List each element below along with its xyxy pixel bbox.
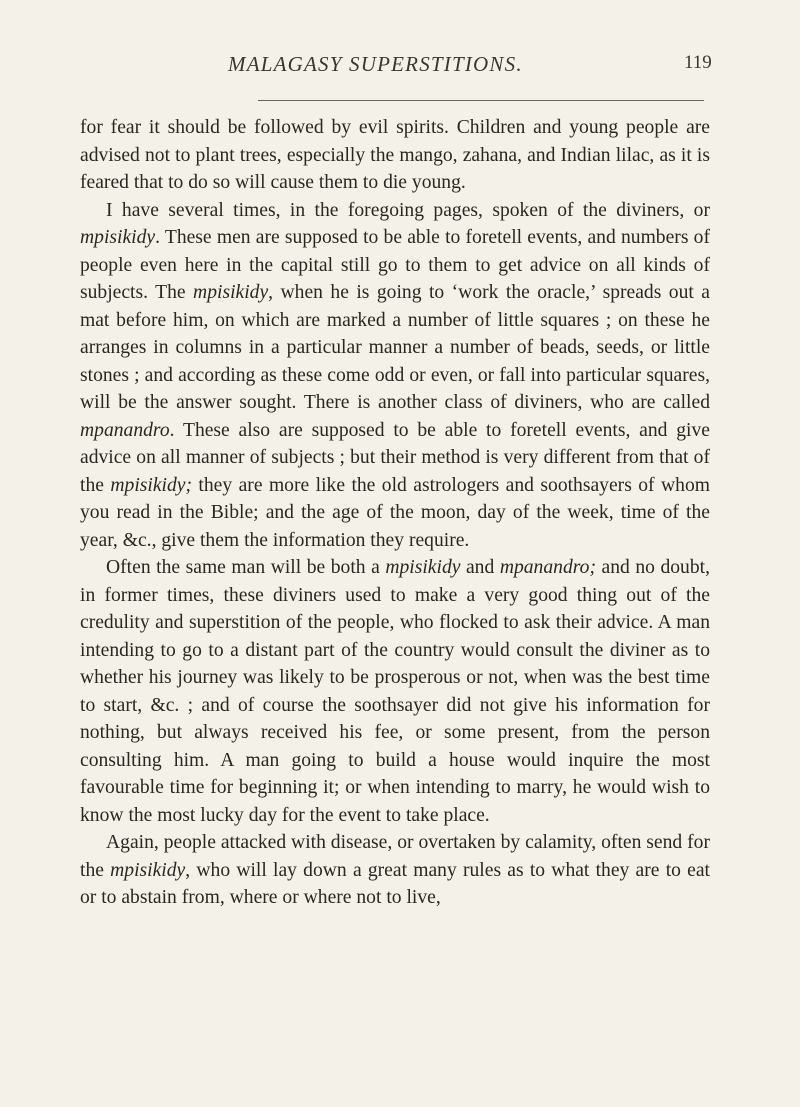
italic-term: mpisikidy — [80, 227, 156, 248]
italic-term: mpisikidy — [110, 859, 186, 881]
italic-term: mpanandro; — [499, 557, 596, 578]
italic-term: mpisikidy — [385, 557, 461, 578]
running-title: MALAGASY SUPERSTITIONS. — [228, 52, 523, 76]
text-run: for fear it should be followed by evil spirits. Children and young people are advised not to plant trees, especially the mango, zahana, and Indian lilac, as it is feared that to do so will cause them to die young. — [80, 117, 710, 193]
running-head — [0, 52, 800, 92]
italic-term: mpisikidy; — [110, 474, 192, 496]
text-run: . These also are supposed to be able to foretell events, and give advice on all manner of subjects ; but their method is very different from that of the — [80, 419, 710, 496]
text-run: they are more like the old astrologers and soothsayers of whom you read in the Bible; and the age of the moon, day of the week, time of the year, &c., give them the information they require. — [80, 474, 710, 551]
text-run: , when he is going to ‘work the oracle,’ spreads out a mat before him, on which are marked a number of little squares ; on these he arranges in columns in a particular manner a number of beads, seeds, or little stones ; and according as these come odd or even, or fall into particular squares, will be the answer sought. There is another class of diviners, who are called — [80, 282, 710, 413]
text-run: . These men are supposed to be able to foretell events, and numbers of people even here in the capital still go to them to get advice on all kinds of subjects. The — [80, 227, 710, 303]
text-run: Often the same man will be both a — [106, 557, 386, 578]
italic-term: mpisikidy — [193, 282, 269, 303]
text-run: , who will lay down a great many rules as to what they are to eat or to abstain from, where or where not to live, — [80, 859, 710, 908]
paragraph — [80, 114, 710, 197]
page-number: 119 — [684, 52, 712, 73]
paragraph — [80, 829, 710, 912]
italic-term: mpanandro — [80, 419, 170, 441]
text-run: Again, people attacked with disease, or overtaken by calamity, often send for the — [80, 832, 710, 881]
header-rule — [258, 100, 704, 101]
body-text — [80, 114, 710, 912]
paragraph — [80, 554, 710, 829]
text-run: and no doubt, in former times, these diviners used to make a very good thing out of the credulity and superstition of the people, who flocked to ask their advice. A man intending to go to a distant part of the country would consult the diviner as to whether his journey was likely to be prosperous or not, when was the best time to start, &c. ; and of course the soothsayer did not give his information for nothing, but always received his fee, or some present, from the person consulting him. A man going to build a house would inquire the most favourable time for beginning it; or when intending to marry, he would wish to know the most lucky day for the event to take place. — [80, 557, 710, 826]
text-run: and — [460, 557, 500, 578]
paragraph — [80, 197, 710, 555]
text-run: I have several times, in the foregoing pages, spoken of the diviners, or — [106, 199, 710, 221]
